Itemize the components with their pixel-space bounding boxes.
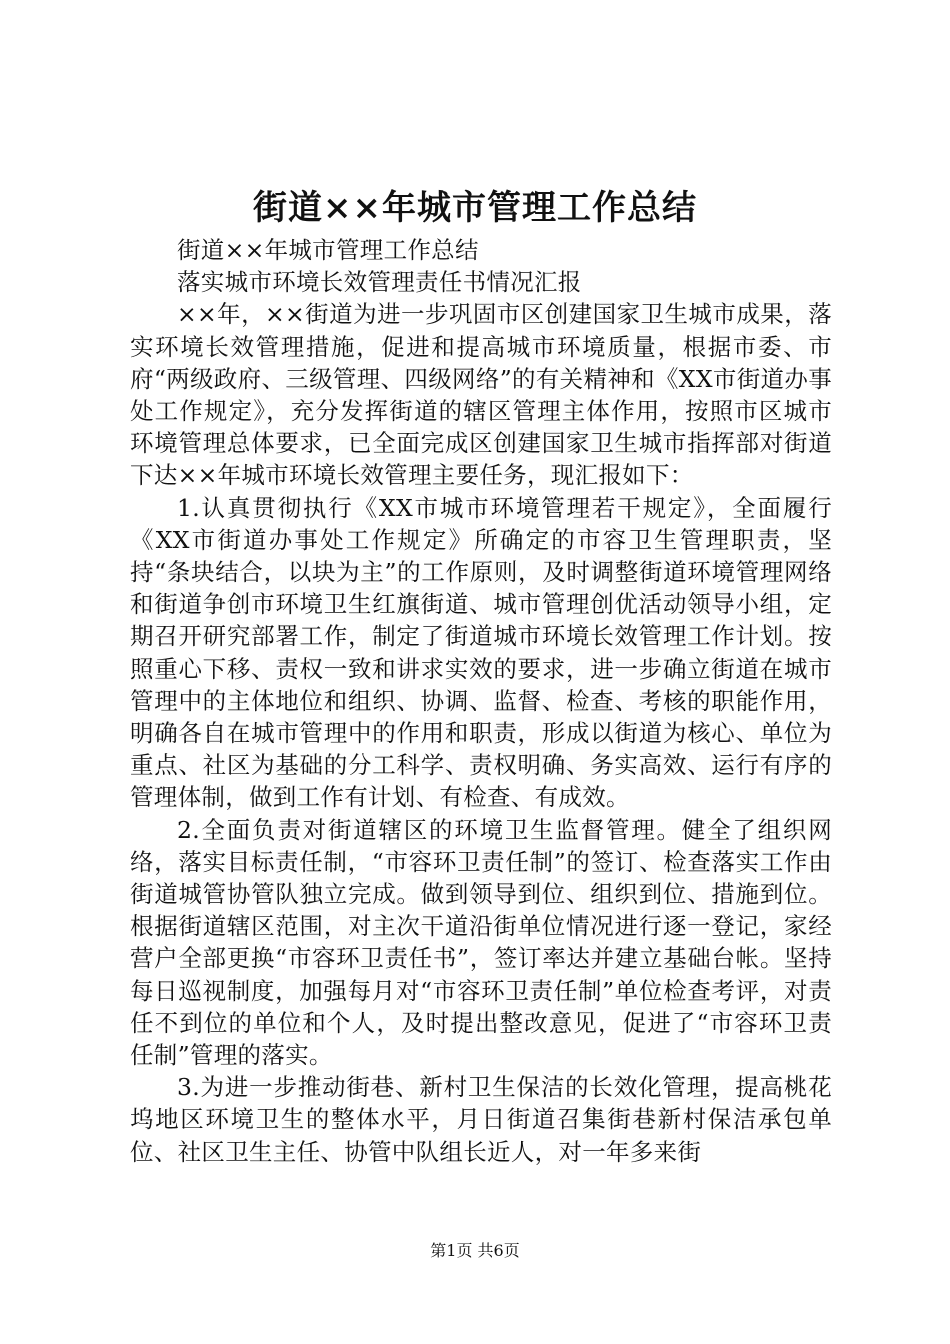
item-1-paragraph: 1.认真贯彻执行《XX市城市环境管理若干规定》，全面履行《XX市街道办事处工作规定》所确定的市容卫生管理职责，坚持“条块结合，以块为主”的工作原则，及时调整街道环境管理网络和街道争创市环境卫生红旗街道、城市管理创优活动领导小组，定期召开研究部署工作，制定了街道城市环境长效管理工作计划。按照重心下移、责权一致和讲求实效的要求，进一步确立街道在城市管理中的主体地位和组织、协调、监督、检查、考核的职能作用，明确各自在城市管理中的作用和职责，形成以街道为核心、单位为重点、社区为基础的分工科学、责权明确、务实高效、运行有序的管理体制，做到工作有计划、有检查、有成效。 (130, 493, 832, 812)
subtitle-paragraph: 街道××年城市管理工作总结 (177, 236, 479, 264)
item-2-paragraph: 2.全面负责对街道辖区的环境卫生监督管理。健全了组织网络，落实目标责任制，“市容环卫责任制”的签订、检查落实工作由街道城管协管队独立完成。做到领导到位、组织到位、措施到位。根据街道辖区范围，对主次干道沿街单位情况进行逐一登记，家经营户全部更换“市容环卫责任书”，签订率达并建立基础台帐。坚持每日巡视制度，加强每月对“市容环卫责任制”单位检查考评，对责任不到位的单位和个人，及时提出整改意见，促进了“市容环卫责任制”管理的落实。 (130, 815, 832, 1070)
intro-paragraph: ××年，××街道为进一步巩固市区创建国家卫生城市成果，落实环境长效管理措施，促进和提高城市环境质量，根据市委、市府“两级政府、三级管理、四级网络”的有关精神和《XX市街道办事处工作规定》，充分发挥街道的辖区管理主体作用，按照市区城市环境管理总体要求，已全面完成区创建国家卫生城市指挥部对街道下达××年城市环境长效管理主要任务，现汇报如下： (130, 300, 832, 490)
item-3-paragraph: 3.为进一步推动街巷、新村卫生保洁的长效化管理，提高桃花坞地区环境卫生的整体水平，月日街道召集街巷新村保洁承包单位、社区卫生主任、协管中队组长近人，对一年多来街 (130, 1073, 832, 1166)
report-heading-paragraph: 落实城市环境长效管理责任书情况汇报 (177, 268, 582, 297)
document-title: 街道××年城市管理工作总结 (253, 188, 697, 228)
page-number-footer: 第1页 共6页 (430, 1241, 520, 1260)
document-body (130, 234, 832, 1168)
